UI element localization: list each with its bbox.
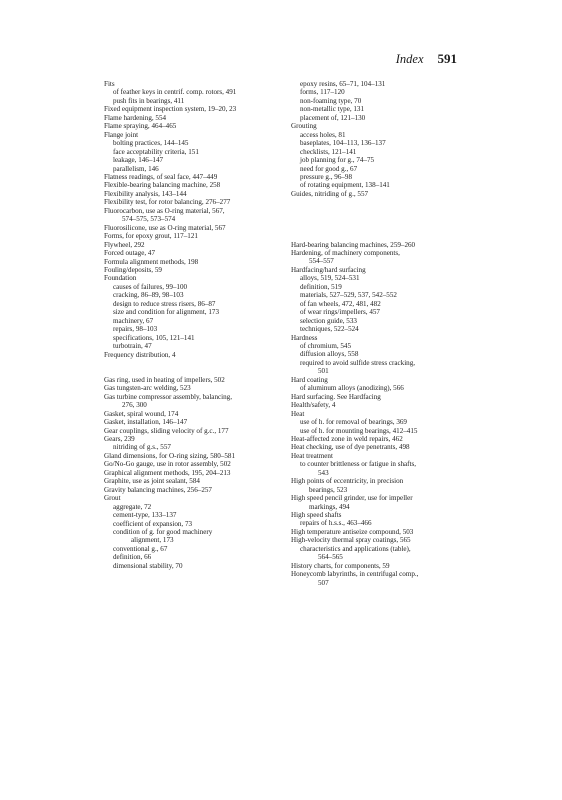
- index-subentry: bearings, 523: [309, 485, 348, 494]
- index-subentry: 543: [318, 468, 329, 477]
- index-subentry: push fits in bearings, 411: [113, 96, 185, 105]
- index-entry: Forms, for epoxy grout, 117–121: [104, 232, 198, 241]
- index-entry: Heat checking, use of dye penetrants, 498: [291, 443, 410, 452]
- index-subentry: of aluminum alloys (anodizing), 566: [300, 384, 404, 393]
- blank-line: [291, 207, 467, 215]
- index-subentry: of chromium, 545: [300, 341, 352, 350]
- index-subentry: use of h. for removal of bearings, 369: [300, 418, 407, 427]
- index-entry: Grout: [104, 494, 121, 503]
- index-entry: Flexibility test, for rotor balancing, 276–277: [104, 198, 231, 207]
- index-entry: Hardness: [291, 333, 318, 342]
- index-subentry: 564–565: [318, 553, 343, 562]
- index-entry: High temperature antiseize compound, 503: [291, 527, 414, 536]
- index-subentry: repairs, 98–103: [113, 325, 158, 334]
- index-entry: Fixed equipment inspection system, 19–20, 23: [104, 105, 237, 114]
- index-entry: Go/No-Go gauge, use in rotor assembly, 502: [104, 460, 231, 469]
- index-entry: Fouling/deposits, 59: [104, 265, 162, 274]
- blank-line: [291, 232, 467, 240]
- index-entry: Heat: [291, 409, 305, 418]
- index-entry: Flange joint: [104, 130, 139, 139]
- index-subentry: cracking, 86–89, 98–103: [113, 291, 184, 300]
- index-subentry: definition, 66: [113, 553, 152, 562]
- index-entry: Flexible-bearing balancing machine, 258: [104, 181, 221, 190]
- index-column-left: [104, 80, 282, 570]
- index-entry: Fluorosilicone, use as O-ring material, 567: [104, 223, 226, 232]
- index-entry: Gasket, installation, 146–147: [104, 418, 188, 427]
- index-subentry: size and condition for alignment, 173: [113, 308, 219, 317]
- running-head: Index: [395, 52, 424, 66]
- index-subentry: 276, 300: [122, 401, 147, 410]
- blank-line: [291, 215, 467, 223]
- page-header: [396, 50, 457, 68]
- index-subentry: dimensional stability, 70: [113, 561, 183, 570]
- index-subentry: repairs of h.s.s., 463–466: [300, 519, 372, 528]
- index-entry: Gland dimensions, for O-ring sizing, 580–581: [104, 451, 236, 460]
- index-entry: Gas tungsten-arc welding, 523: [104, 384, 191, 393]
- index-entry: Guides, nitriding of g., 557: [291, 189, 369, 198]
- index-entry: Fits: [104, 80, 115, 88]
- index-subentry: cement-type, 133–137: [113, 511, 177, 520]
- index-subentry: to counter brittleness or fatigue in shafts,: [300, 460, 417, 469]
- index-subentry: bolting practices, 144–145: [113, 139, 189, 148]
- index-subentry: of fan wheels, 472, 481, 482: [300, 299, 381, 308]
- index-entry: Heat treatment: [291, 451, 333, 460]
- index-entry: High-velocity thermal spray coatings, 565: [291, 536, 411, 545]
- index-entry: Forced outage, 47: [104, 249, 156, 258]
- index-column-right: [291, 80, 467, 587]
- blank-line: [104, 359, 282, 367]
- index-entry: Flywheel, 292: [104, 240, 145, 249]
- index-entry: Gear couplings, sliding velocity of g.c., 177: [104, 426, 229, 435]
- index-subentry: epoxy resins, 65–71, 104–131: [300, 80, 386, 88]
- index-subentry: parallelism, 146: [113, 164, 159, 173]
- index-entry: Gas turbine compressor assembly, balancing,: [104, 392, 232, 401]
- index-entry: Fluorocarbon, use as O-ring material, 567,: [104, 206, 225, 215]
- index-entry: Foundation: [104, 274, 137, 283]
- index-subentry: causes of failures, 99–100: [113, 282, 188, 291]
- index-subentry: machinery, 67: [113, 316, 154, 325]
- index-subentry: baseplates, 104–113, 136–137: [300, 139, 386, 148]
- index-entry: Hardening, of machinery components,: [291, 248, 400, 257]
- index-subentry: definition, 519: [300, 282, 342, 291]
- blank-line: [291, 198, 467, 206]
- index-entry: Grouting: [291, 122, 317, 131]
- index-subentry: selection guide, 533: [300, 316, 357, 325]
- index-entry: History charts, for components, 59: [291, 561, 390, 570]
- index-subentry: non-metallic type, 131: [300, 105, 365, 114]
- index-subentry: nitriding of g.s., 557: [113, 443, 171, 452]
- index-entry: Flame spraying, 464–465: [104, 122, 177, 131]
- index-subentry: 574–575, 573–574: [122, 215, 176, 224]
- index-subentry: specifications, 105, 121–141: [113, 333, 195, 342]
- index-subentry: use of h. for mounting bearings, 412–415: [300, 426, 418, 435]
- index-subentry: leakage, 146–147: [113, 156, 164, 165]
- index-subentry: markings, 494: [309, 502, 350, 511]
- index-entry: Frequency distribution, 4: [104, 350, 176, 359]
- index-entry: Honeycomb labyrinths, in centrifugal comp.,: [291, 570, 419, 579]
- index-subentry: access holes, 81: [300, 130, 346, 139]
- index-entry: Hard-bearing balancing machines, 259–260: [291, 240, 416, 249]
- index-subentry: checklists, 121–141: [300, 147, 357, 156]
- index-subentry: non-foaming type, 70: [300, 96, 362, 105]
- index-subentry: turbotrain, 47: [113, 342, 152, 351]
- index-subentry: job planning for g., 74–75: [300, 156, 375, 165]
- blank-line: [104, 367, 282, 375]
- index-entry: Hard surfacing. See Hardfacing: [291, 392, 381, 401]
- index-subentry: 554–557: [309, 257, 334, 266]
- index-entry: Gears, 239: [104, 435, 135, 443]
- index-entry: Hardfacing/hard surfacing: [291, 265, 366, 274]
- index-entry: Graphite, use as joint sealant, 584: [104, 477, 200, 486]
- blank-line: [291, 224, 467, 232]
- index-entry: Health/safety, 4: [291, 401, 336, 410]
- index-subentry: alloys, 519, 524–531: [300, 274, 360, 283]
- index-subentry: of rotating equipment, 138–141: [300, 181, 390, 190]
- index-subentry: aggregate, 72: [113, 502, 152, 511]
- index-entry: Gasket, spiral wound, 174: [104, 409, 179, 418]
- index-entry: Flame hardening, 554: [104, 113, 167, 122]
- index-subentry: diffusion alloys, 558: [300, 350, 359, 359]
- index-entry: Gravity balancing machines, 256–257: [104, 485, 212, 494]
- index-subentry: pressure g., 96–98: [300, 172, 353, 181]
- index-subentry: forms, 117–120: [300, 88, 345, 97]
- index-subentry: 507: [318, 578, 329, 587]
- index-entry: Flatness readings, of seal face, 447–449: [104, 172, 218, 181]
- index-entry: Flexibility analysis, 143–144: [104, 189, 187, 198]
- index-subentry: coefficient of expansion, 73: [113, 519, 193, 528]
- index-entry: High points of eccentricity, in precision: [291, 477, 404, 486]
- page-number: 591: [437, 51, 457, 66]
- index-subentry: techniques, 522–524: [300, 325, 359, 334]
- index-subentry: materials, 527–529, 537, 542–552: [300, 291, 397, 300]
- index-subentry: characteristics and applications (table),: [300, 544, 411, 553]
- index-entry: Gas ring, used in heating of impellers, 502: [104, 375, 225, 384]
- index-subentry: face acceptability criteria, 151: [113, 147, 199, 156]
- index-subentry: need for good g., 67: [300, 164, 358, 173]
- index-subentry: required to avoid sulfide stress cracking,: [300, 358, 416, 367]
- index-entry: Hard coating: [291, 375, 328, 384]
- index-subentry: condition of g. for good machinery: [113, 527, 213, 536]
- index-subentry: of feather keys in centrif. comp. rotors, 491: [113, 88, 237, 97]
- index-subentry: design to reduce stress risers, 86–87: [113, 299, 216, 308]
- index-subentry: placement of, 121–130: [300, 113, 366, 122]
- index-subentry: alignment, 173: [131, 536, 174, 545]
- index-entry: High speed pencil grinder, use for impeller: [291, 494, 413, 503]
- index-entry: High speed shafts: [291, 511, 342, 520]
- index-subentry: 501: [318, 367, 329, 376]
- index-entry: Graphical alignment methods, 195, 204–213: [104, 468, 231, 477]
- index-subentry: of wear rings/impellers, 457: [300, 308, 380, 317]
- index-entry: Formula alignment methods, 198: [104, 257, 199, 266]
- index-entry: Heat-affected zone in weld repairs, 462: [291, 434, 403, 443]
- index-subentry: conventional g., 67: [113, 544, 168, 553]
